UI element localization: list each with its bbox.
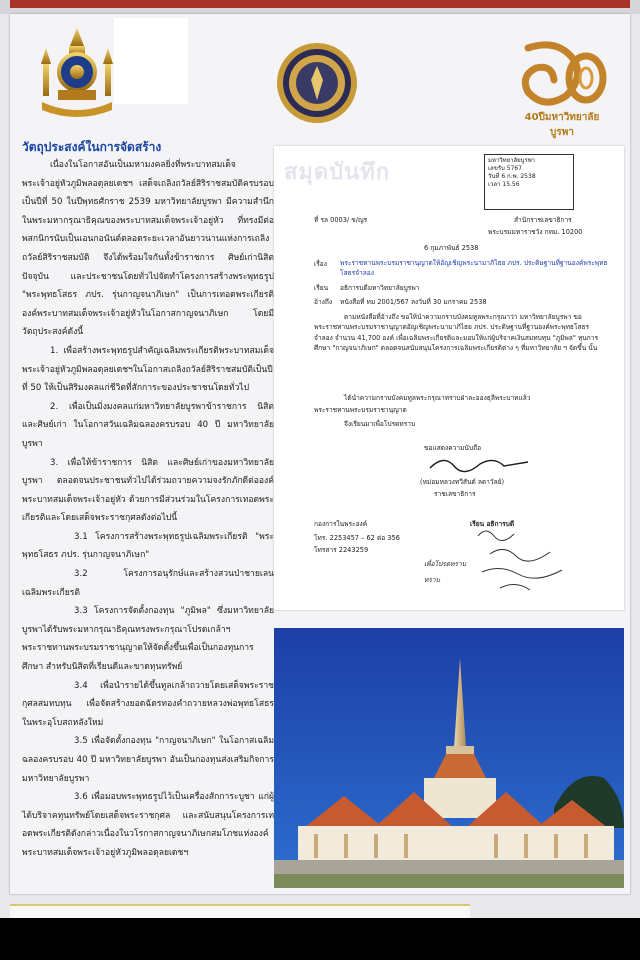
stamp-line: วันที่ 6 ก.พ. 2538 [488, 173, 536, 180]
objectives-text [22, 156, 274, 863]
letter-office-address: พระบรมมหาราชวัง กทม. 10200 [488, 228, 583, 236]
paragraph: 3.2 โครงการอนุรักษ์และสร้างสวนป่าชายเลนเฉลิมพระเกียรติ [22, 569, 274, 598]
letter-tel: โทร. 2253457 – 62 ต่อ 356 [314, 534, 400, 542]
bottom-black-bar [0, 918, 640, 960]
document-page [10, 14, 630, 894]
paragraph: 1. เพื่อสร้างพระพุทธรูปสำคัญเฉลิมพระเกียรติพระบาทสมเด็จพระเจ้าอยู่หัวภูมิพลอดุลยเดชฯในโอกาสเถลิงถวัลย์สิริราชสมบัติเป็นปีที่ 50 ให้เป็นสิริมงคลแก่ชีวิตที่สักการะของประชาชนโดยทั่วไป [22, 345, 274, 394]
official-letter [274, 146, 624, 610]
handwritten-note-2: ทราบ [424, 576, 440, 584]
letter-fax: โทรสาร 2243259 [314, 546, 369, 554]
top-frame [0, 0, 640, 14]
signature-icon [424, 452, 534, 474]
paragraph: 3.1 โครงการสร้างพระพุทธรูปเฉลิมพระเกียรติ "พระพุทธโสธร ภปร. รุ่นกาญจนาภิเษก" [22, 531, 274, 561]
paragraph: 3.5 เพื่อจัดตั้งกองทุน "กาญจนาภิเษก" ในโอกาสเฉลิมฉลองครบรอบ 40 ปี มหาวิทยาลัยบูรพา อันเป็นกองทุนส่งเสริมกิจการมหาวิทยาลัยบูรพา [22, 736, 274, 784]
paragraph: เนื่องในโอกาสอันเป็นมหามงคลยิ่งที่พระบาทสมเด็จพระเจ้าอยู่หัวภูมิพลอดุลยเดชฯ เสด็จเถลิงถวัลย์สิริราชสมบัติครบรอบเป็นปีที่ 50 ในปีพุทธศักราช 2539 มหาวิทยาลัยบูรพา มีความสำนึกในพระมหากรุณาธิคุณของพระบาทสมเด็จพระเจ้าอยู่หัว ที่ทรงมีต่อพสกนิกรนับเป็นเอนกอนันต์ตลอดระยะเวลาอันยาวนานแห่งการเถลิงถวัลย์สิริราชสมบัติ จึงได้พร้อมใจกันทั้งข้าราชการ ศิษย์เก่านิสิตปัจจุบัน และประชาชนโดยทั่วไปจัดทำโครงการสร้างพระพุทธรูป "พระพุทธโสธร ภปร. รุ่นกาญจนาภิเษก" เป็นการเทอดพระเกียรติ องค์พระบาทสมเด็จพระเจ้าอยู่หัวในโอกาสกาญจนาภิเษก โดยมีวัตถุประสงค์ดังนี้ [22, 160, 274, 338]
handwritten-note-1: เพื่อโปรดทราบ [424, 560, 466, 568]
letter-closing: ขอแสดงความนับถือ [424, 444, 482, 452]
receipt-stamp [484, 154, 574, 210]
bottom-page-strip [10, 904, 470, 918]
stamp-line: เลขรับ 5767 [488, 165, 523, 172]
paragraph: 3.4 เพื่อนำรายได้ขึ้นทูลเกล้าถวายโดยเสด็จพระราชกุศลสมทบทุน เพื่อจัดสร้างยอดฉัตรทองคำถวายหลวงพ่อพุทธโสธร ในพระอุโบสถหลังใหม่ [22, 680, 274, 728]
paragraph: 3.6 เพื่อมอบพระพุทธรูปไว้เป็นเครื่องสักการะบูชา แก่ผู้ได้บริจาคทุนทรัพย์โดยเสด็จพระราชกุศล และสนับสนุนโครงการเทอดพระเกียรติดังกล่าวเนื่องในวโรกาสกาญจนาภิเษกสมโภชแห่งองค์พระบาทสมเด็จพระเจ้าอยู่หัวภูมิพลอดุลยเดชฯ [22, 792, 274, 858]
paragraph: 2. เพื่อเป็นมิ่งมงคลแก่มหาวิทยาลัยบูรพาข้าราชการ นิสิต และศิษย์เก่า ในโอกาสวันเฉลิมฉลองครบรอบ 40 ปี มหาวิทยาลัยบูรพา [22, 401, 274, 449]
top-red-strip [10, 0, 630, 8]
note-label: เรียน อธิการบดี [470, 520, 515, 528]
anniversary-40-icon [514, 38, 610, 110]
anniversary-logo [514, 38, 610, 138]
to-label: เรียน [314, 284, 329, 292]
royal-emblem-icon [32, 24, 122, 124]
letter-to: อธิการบดีมหาวิทยาลัยบูรพา [340, 284, 420, 292]
stamp-line: เวลา 15.56 [488, 181, 520, 188]
signer-name: (หม่อมหลวงทวีสันต์ ลดาวัลย์) [420, 478, 505, 486]
letter-body-4: จึงเรียนมาเพื่อโปรดทราบ [344, 420, 416, 428]
university-seal-icon [276, 42, 358, 124]
temple-icon [274, 628, 624, 888]
subject-label: เรื่อง [314, 260, 327, 268]
paragraph: 3.3 โครงการจัดตั้งกองทุน "ภูมิพล" ซึ่งมหาวิทยาลัยบูรพาได้รับพระมหากรุณาธิคุณทรงพระกรุณาโปรดเกล้าฯพระราชทานพระบรมราชานุญาตให้จัดตั้งขึ้นเพื่อเป็นกองทุนการศึกษา สำหรับนิสิตที่เรียนดีและขาดทุนทรัพย์ [22, 606, 274, 673]
letter-subject: พระราชทานพระบรมราชานุญาตให้อัญเชิญพระนามาภิไธย ภปร. ประดิษฐานที่ฐานองค์พระพุทธโสธรจำลอง [340, 259, 608, 277]
letter-ref-no: ที่ รล 0003/ ข/ญร [314, 216, 368, 224]
blank-label-box [114, 18, 188, 104]
letter-body-3: พระราชทานพระบรมราชานุญาต [314, 406, 407, 414]
letter-dept: กองการในพระองค์ [314, 520, 368, 528]
signer-title: ราชเลขาธิการ [434, 490, 476, 498]
stamp-line: มหาวิทยาลัยบูรพา [488, 157, 536, 164]
anniversary-caption: 40ปีมหาวิทยาลัยบูรพา [524, 112, 600, 138]
letter-body-2: ได้นำความกราบบังคมทูลพระกรุณาทราบฝ่าละอองธุลีพระบาทแล้ว [344, 394, 531, 402]
section-heading: วัตถุประสงค์ในการจัดสร้าง [22, 140, 162, 154]
paragraph: 3. เพื่อให้ข้าราชการ นิสิต และศิษย์เก่าของมหาวิทยาลัยบูรพา ตลอดจนประชาชนทั่วไปได้ร่วมถวายความจงรักภักดีต่อองค์พระบาทสมเด็จพระเจ้าอยู่หัว ด้วยการมีส่วนร่วมในโครงการเทอดพระเกียรติและโดยเสด็จพระราชกุศลดังต่อไปนี้ [22, 457, 274, 524]
letter-faded-title: สมุดบันทึก [284, 160, 391, 185]
letter-date: 6 กุมภาพันธ์ 2538 [424, 244, 479, 252]
letter-body-1: ตามหนังสือที่อ้างถึง ขอให้นำความกราบบังคมทูลพระกรุณาว่า มหาวิทยาลัยบูรพา ขอพระราชทานพระบรมราชานุญาตอัญเชิญพระนามาภิไธย ภปร. ประดิษฐานที่ฐานองค์พระพุทธโสธรจำลอง จำนวน 41,700 องค์ เพื่อเฉลิมพระเกียรติและมอบให้แก่ผู้บริจาคเงินสมทบทุน "ภูมิพล" ทุนการศึกษา "กาญจนาภิเษก" ตลอดจนสนับสนุนโครงการเฉลิมพระเกียรติต่าง ๆ ที่มหาวิทยาลัย ฯ จัดขึ้น นั้น [314, 313, 599, 353]
letter-office: สำนักราชเลขาธิการ [514, 216, 572, 224]
handwritten-annotations-icon [470, 526, 570, 596]
letter-ref: หนังสือที่ ทม 2001/567 ลงวันที่ 30 มกราคม 2538 [340, 298, 487, 306]
ref-label: อ้างถึง [314, 298, 333, 306]
